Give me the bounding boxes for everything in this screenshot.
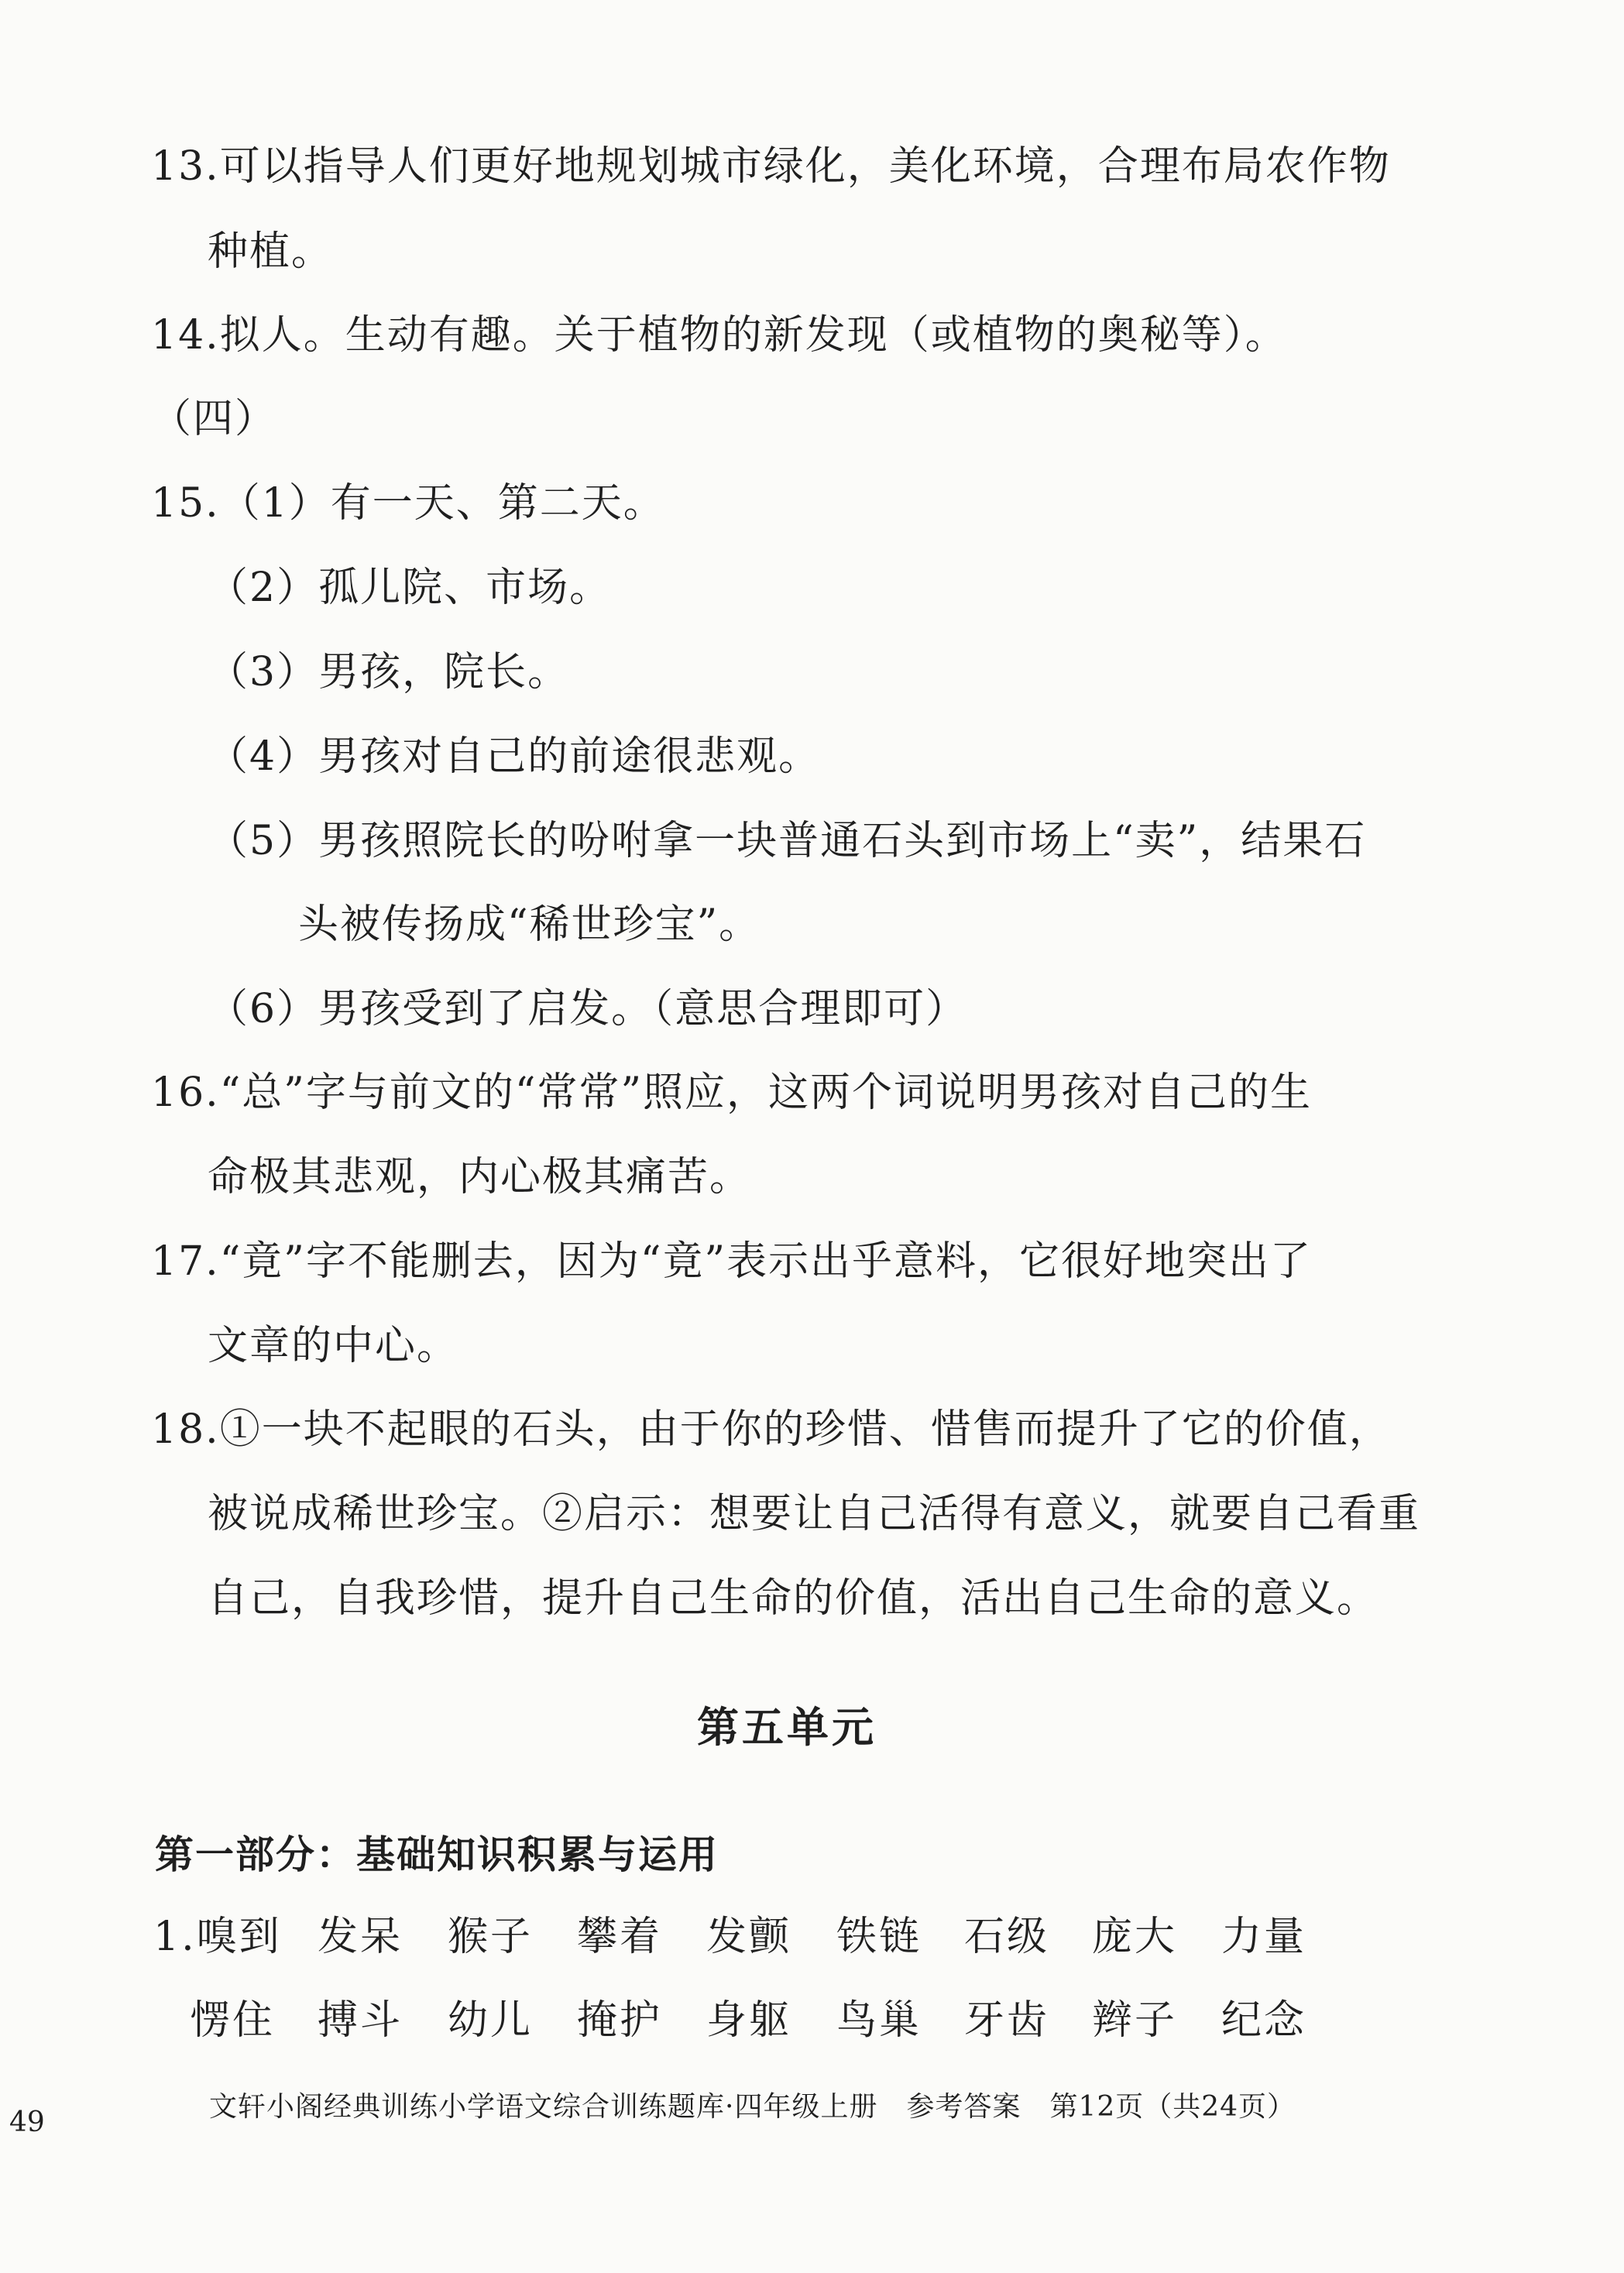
answer-15-3: （3）男孩，院长。 (208, 649, 570, 695)
word-r1-6: 铁链 (836, 1914, 922, 1960)
word-r1-8: 庞大 (1092, 1914, 1178, 1960)
section-title: 第一部分：基础知识积累与运用 (155, 1832, 719, 1877)
answer-15-5-line1: （5）男孩照院长的吩咐拿一块普通石头到市场上“卖”，结果石 (208, 818, 1367, 864)
word-r1-3: 猴子 (448, 1914, 534, 1960)
answer-17-line1: 17.“竟”字不能删去，因为“竟”表示出乎意料，它很好地突出了 (151, 1238, 1313, 1285)
answer-15-4: （4）男孩对自己的前途很悲观。 (208, 733, 821, 780)
page-number: 49 (9, 2106, 45, 2138)
word-r1-7: 石级 (964, 1914, 1050, 1960)
word-r1-1: 1.嗅到 (153, 1914, 282, 1960)
word-r2-3: 幼儿 (448, 1997, 534, 2044)
word-r2-1: 愣住 (190, 1997, 276, 2044)
answer-17-line2: 文章的中心。 (208, 1323, 459, 1369)
word-r1-2: 发呆 (318, 1914, 403, 1960)
answer-18-line2: 被说成稀世珍宝。②启示：想要让自己活得有意义，就要自己看重 (208, 1491, 1421, 1537)
unit-title: 第五单元 (697, 1703, 877, 1752)
word-r1-5: 发颤 (706, 1914, 792, 1960)
answer-18-line3: 自己，自我珍惜，提升自己生命的价值，活出自己生命的意义。 (208, 1575, 1379, 1622)
word-r2-4: 掩护 (577, 1997, 663, 2044)
answer-13-line2: 种植。 (208, 228, 334, 275)
answer-15-6: （6）男孩受到了启发。（意思合理即可） (208, 986, 968, 1032)
answer-18-line1: 18.①一块不起眼的石头，由于你的珍惜、惜售而提升了它的价值， (151, 1406, 1391, 1453)
answer-16-line2: 命极其悲观，内心极其痛苦。 (208, 1154, 752, 1200)
word-r2-7: 牙齿 (964, 1997, 1050, 2044)
word-r1-9: 力量 (1221, 1914, 1307, 1960)
word-r2-2: 搏斗 (318, 1997, 403, 2044)
answer-15-5-line2: 头被传扬成“稀世珍宝”。 (298, 901, 761, 948)
word-r1-4: 攀着 (577, 1914, 663, 1960)
word-r2-8: 辫子 (1092, 1997, 1178, 2044)
answer-14: 14.拟人。生动有趣。关于植物的新发现（或植物的奥秘等）。 (151, 312, 1287, 359)
word-r2-6: 鸟巢 (836, 1997, 922, 2044)
word-r2-5: 身躯 (706, 1997, 792, 2044)
part-four-heading: （四） (151, 396, 277, 442)
footer-text: 文轩小阁经典训练小学语文综合训练题库·四年级上册 参考答案 第12页（共24页） (209, 2091, 1296, 2123)
answer-13-line1: 13.可以指导人们更好地规划城市绿化，美化环境，合理布局农作物 (151, 143, 1391, 190)
answer-16-line1: 16.“总”字与前文的“常常”照应，这两个词说明男孩对自己的生 (151, 1070, 1313, 1116)
answer-15-1: 15.（1）有一天、第二天。 (151, 480, 665, 527)
word-r2-9: 纪念 (1221, 1997, 1307, 2044)
answer-15-2: （2）孤儿院、市场。 (208, 565, 612, 611)
